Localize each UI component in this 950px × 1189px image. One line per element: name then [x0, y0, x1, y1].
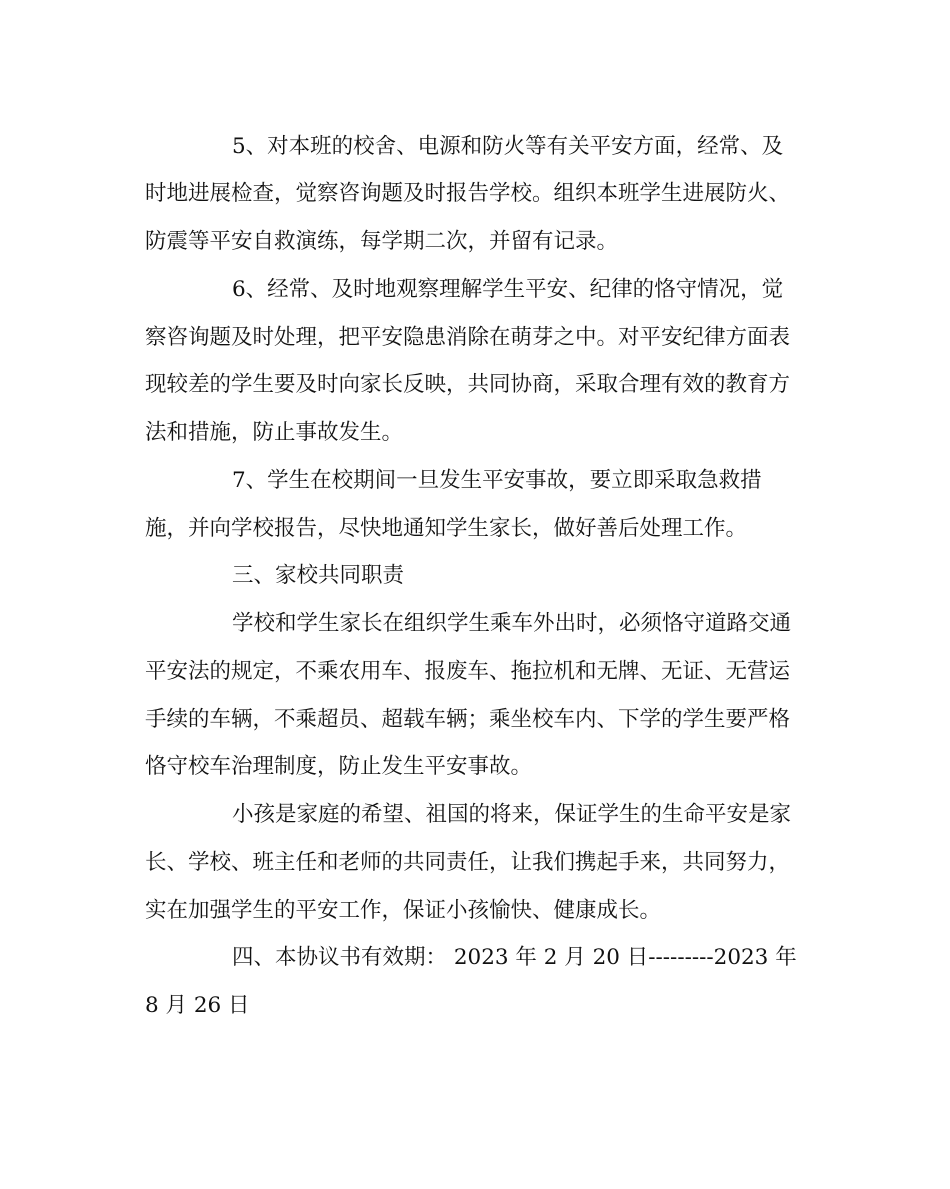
paragraph-transport-line-3: 手续的车辆，不乘超员、超载车辆；乘坐校车内、下学的学生要严格 [145, 707, 791, 732]
paragraph-transport-line-4: 恪守校车治理制度，防止发生平安事故。 [145, 754, 533, 779]
paragraph-5-line-3: 防震等平安自救演练，每学期二次，并留有记录。 [145, 229, 619, 254]
paragraph-6-line-3: 现较差的学生要及时向家长反映，共同协商，采取合理有效的教育方 [145, 372, 791, 397]
validity-period-line-2: 8 月 26 日 [145, 993, 250, 1018]
paragraph-5-line-1: 5、对本班的校舍、电源和防火等有关平安方面，经常、及 [232, 134, 784, 159]
paragraph-6-line-1: 6、经常、及时地观察理解学生平安、纪律的恪守情况，觉 [232, 277, 784, 302]
paragraph-6-line-4: 法和措施，防止事故发生。 [145, 420, 404, 445]
paragraph-6-line-2: 察咨询题及时处理，把平安隐患消除在萌芽之中。对平安纪律方面表 [145, 325, 791, 350]
paragraph-5-line-2: 时地进展检查，觉察咨询题及时报告学校。组织本班学生进展防火、 [145, 181, 791, 206]
validity-period-line-1: 四、本协议书有效期： 2023 年 2 月 20 日---------2023 年 [232, 945, 797, 970]
paragraph-transport-line-1: 学校和学生家长在组织学生乘车外出时，必须恪守道路交通 [232, 611, 792, 636]
paragraph-children-line-1: 小孩是家庭的希望、祖国的将来，保证学生的生命平安是家 [232, 802, 792, 827]
paragraph-7-line-1: 7、学生在校期间一旦发生平安事故，要立即采取急救措 [232, 468, 762, 493]
paragraph-children-line-3: 实在加强学生的平安工作，保证小孩愉快、健康成长。 [145, 898, 662, 923]
paragraph-7-line-2: 施，并向学校报告，尽快地通知学生家长，做好善后处理工作。 [145, 516, 748, 541]
section-heading-3: 三、家校共同职责 [232, 563, 405, 588]
paragraph-transport-line-2: 平安法的规定，不乘农用车、报废车、拖拉机和无牌、无证、无营运 [145, 659, 791, 684]
paragraph-children-line-2: 长、学校、班主任和老师的共同责任，让我们携起手来，共同努力， [145, 850, 791, 875]
